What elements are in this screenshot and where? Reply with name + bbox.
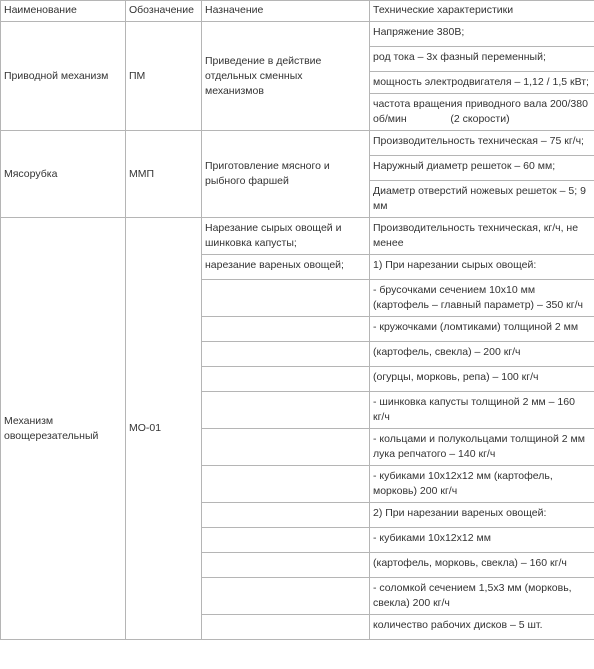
equipment-name: Мясорубка bbox=[1, 131, 126, 218]
equipment-name: Механизм овощерезательный bbox=[1, 218, 126, 640]
spec-cell: Производительность техническая, кг/ч, не менее bbox=[370, 218, 594, 255]
empty-cell bbox=[202, 342, 370, 367]
spec-cell: (огурцы, морковь, репа) – 100 кг/ч bbox=[370, 367, 594, 392]
equipment-name: Приводной механизм bbox=[1, 22, 126, 131]
table-row bbox=[1, 22, 594, 47]
header-purpose: Назначение bbox=[202, 1, 370, 22]
table-row bbox=[1, 218, 594, 255]
spec-cell: 1) При нарезании сырых овощей: bbox=[370, 255, 594, 280]
table-row bbox=[1, 131, 594, 156]
equipment-code: ММП bbox=[126, 131, 202, 218]
equipment-code: МО-01 bbox=[126, 218, 202, 640]
spec-cell: - кубиками 10х12х12 мм bbox=[370, 528, 594, 553]
spec-cell: - шинковка капусты толщиной 2 мм – 160 кг/ч bbox=[370, 392, 594, 429]
spec-cell: - кубиками 10х12х12 мм (картофель, морковь) 200 кг/ч bbox=[370, 466, 594, 503]
empty-cell bbox=[202, 367, 370, 392]
header-name: Наименование bbox=[1, 1, 126, 22]
equipment-purpose: Приведение в действие отдельных сменных механизмов bbox=[202, 22, 370, 131]
empty-cell bbox=[202, 578, 370, 615]
empty-cell bbox=[202, 280, 370, 317]
spec-cell: род тока – 3х фазный переменный; bbox=[370, 47, 594, 72]
header-code: Обозначение bbox=[126, 1, 202, 22]
equipment-purpose: Нарезание сырых овощей и шинковка капусты; bbox=[202, 218, 370, 255]
empty-cell bbox=[202, 615, 370, 640]
spec-cell: Напряжение 380В; bbox=[370, 22, 594, 47]
empty-cell bbox=[202, 392, 370, 429]
spec-cell: Производительность техническая – 75 кг/ч; bbox=[370, 131, 594, 156]
empty-cell bbox=[202, 553, 370, 578]
empty-cell bbox=[202, 528, 370, 553]
equipment-code: ПМ bbox=[126, 22, 202, 131]
header-row bbox=[1, 1, 594, 22]
spec-cell: (картофель, свекла) – 200 кг/ч bbox=[370, 342, 594, 367]
spec-cell: количество рабочих дисков – 5 шт. bbox=[370, 615, 594, 640]
header-specs: Технические характеристики bbox=[370, 1, 594, 22]
empty-cell bbox=[202, 317, 370, 342]
spec-cell: - кружочками (ломтиками) толщиной 2 мм bbox=[370, 317, 594, 342]
equipment-purpose: Приготовление мясного и рыбного фаршей bbox=[202, 131, 370, 218]
empty-cell bbox=[202, 503, 370, 528]
spec-cell: - брусочками сечением 10х10 мм (картофель – главный параметр) – 350 кг/ч bbox=[370, 280, 594, 317]
spec-cell: - кольцами и полукольцами толщиной 2 мм лука репчатого – 140 кг/ч bbox=[370, 429, 594, 466]
spec-cell: (картофель, морковь, свекла) – 160 кг/ч bbox=[370, 553, 594, 578]
equipment-purpose: нарезание вареных овощей; bbox=[202, 255, 370, 280]
spec-cell: - соломкой сечением 1,5х3 мм (морковь, свекла) 200 кг/ч bbox=[370, 578, 594, 615]
spec-cell: 2) При нарезании вареных овощей: bbox=[370, 503, 594, 528]
spec-cell: Наружный диаметр решеток – 60 мм; bbox=[370, 156, 594, 181]
spec-cell: Диаметр отверстий ножевых решеток – 5; 9 мм bbox=[370, 181, 594, 218]
spec-cell: частота вращения приводного вала 200/380 об/мин (2 скорости) bbox=[370, 94, 594, 131]
empty-cell bbox=[202, 466, 370, 503]
empty-cell bbox=[202, 429, 370, 466]
spec-cell: мощность электродвигателя – 1,12 / 1,5 кВт; bbox=[370, 72, 594, 94]
